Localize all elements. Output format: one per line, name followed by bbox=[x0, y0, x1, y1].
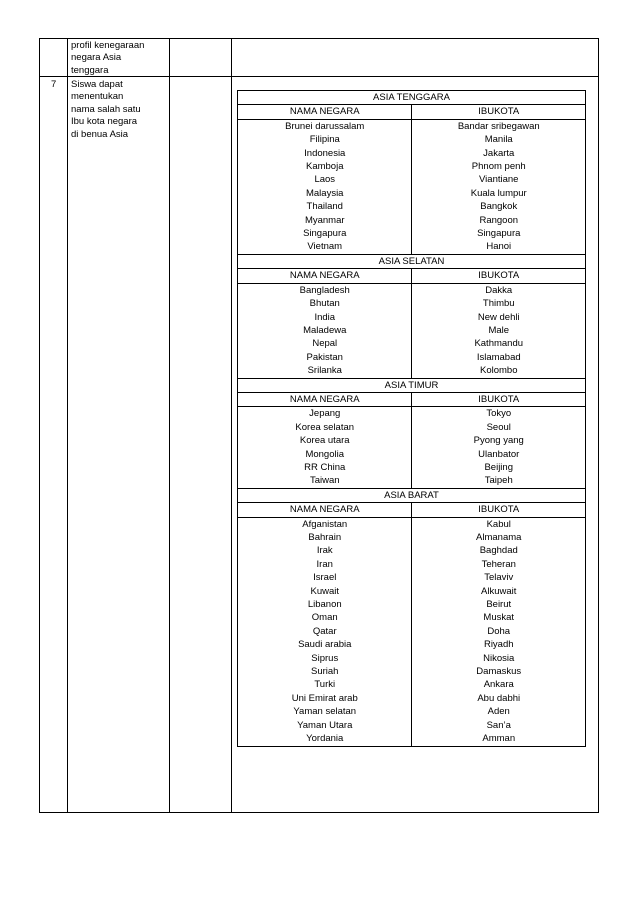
table-row bbox=[238, 531, 586, 544]
table-row bbox=[238, 283, 586, 297]
country-cell: Turki bbox=[238, 678, 412, 691]
capital-cell: Damaskus bbox=[412, 665, 586, 678]
capital-cell: Teheran bbox=[412, 558, 586, 571]
capital-cell: Ankara bbox=[412, 678, 586, 691]
table-row bbox=[238, 297, 586, 310]
table-row bbox=[238, 133, 586, 146]
table-row bbox=[238, 652, 586, 665]
capital-cell: Manila bbox=[412, 133, 586, 146]
table-row bbox=[238, 461, 586, 474]
country-cell: Irak bbox=[238, 544, 412, 557]
capital-cell: Aden bbox=[412, 705, 586, 718]
header-nama-negara: NAMA NEGARA bbox=[238, 105, 412, 119]
capital-cell: Bandar sribegawan bbox=[412, 119, 586, 133]
capital-cell: New dehli bbox=[412, 311, 586, 324]
column-header-row bbox=[238, 503, 586, 517]
capital-cell: Hanoi bbox=[412, 240, 586, 254]
row-description: Siswa dapat menentukan nama salah satu Ibu kota negara di benua Asia bbox=[71, 79, 141, 140]
country-cell: Singapura bbox=[238, 227, 412, 240]
header-ibukota: IBUKOTA bbox=[412, 105, 586, 119]
table-row bbox=[238, 448, 586, 461]
country-cell: Taiwan bbox=[238, 474, 412, 488]
table-row bbox=[238, 544, 586, 557]
capital-cell: Thimbu bbox=[412, 297, 586, 310]
capital-cell: Kolombo bbox=[412, 364, 586, 378]
country-cell: Oman bbox=[238, 611, 412, 624]
region-title-row bbox=[238, 91, 586, 105]
capital-cell: Muskat bbox=[412, 611, 586, 624]
capital-cell: Doha bbox=[412, 625, 586, 638]
table-row bbox=[238, 638, 586, 651]
table-row bbox=[238, 434, 586, 447]
capital-cell: Singapura bbox=[412, 227, 586, 240]
capital-cell: Almanama bbox=[412, 531, 586, 544]
country-cell: Saudi arabia bbox=[238, 638, 412, 651]
table-row bbox=[238, 119, 586, 133]
capital-cell: Seoul bbox=[412, 421, 586, 434]
region-title: ASIA BARAT bbox=[238, 488, 586, 502]
capital-cell: Male bbox=[412, 324, 586, 337]
table-row bbox=[238, 598, 586, 611]
capital-cell: Abu dabhi bbox=[412, 692, 586, 705]
header-ibukota: IBUKOTA bbox=[412, 269, 586, 283]
country-cell: Bahrain bbox=[238, 531, 412, 544]
country-cell: Yordania bbox=[238, 732, 412, 746]
country-cell: Myanmar bbox=[238, 214, 412, 227]
country-cell: Pakistan bbox=[238, 351, 412, 364]
table-row bbox=[238, 337, 586, 350]
capital-cell: Ulanbator bbox=[412, 448, 586, 461]
table-row bbox=[238, 173, 586, 186]
country-cell: Afganistan bbox=[238, 517, 412, 531]
capital-cell: Beijing bbox=[412, 461, 586, 474]
row-number: 7 bbox=[51, 79, 57, 90]
previous-row-description: profil kenegaraan negara Asia tenggara bbox=[71, 40, 145, 76]
table-row bbox=[238, 214, 586, 227]
header-ibukota: IBUKOTA bbox=[412, 392, 586, 406]
table-row bbox=[238, 705, 586, 718]
capital-cell: Beirut bbox=[412, 598, 586, 611]
country-cell: Uni Emirat arab bbox=[238, 692, 412, 705]
country-cell: Kuwait bbox=[238, 585, 412, 598]
table-row bbox=[238, 611, 586, 624]
table-row bbox=[238, 311, 586, 324]
capital-cell: Baghdad bbox=[412, 544, 586, 557]
country-cell: Korea selatan bbox=[238, 421, 412, 434]
country-cell: Filipina bbox=[238, 133, 412, 146]
table-row bbox=[238, 517, 586, 531]
table-row bbox=[238, 227, 586, 240]
capital-cell: Telaviv bbox=[412, 571, 586, 584]
table-row bbox=[238, 351, 586, 364]
capital-cell: Riyadh bbox=[412, 638, 586, 651]
region-title-row bbox=[238, 254, 586, 268]
country-cell: Laos bbox=[238, 173, 412, 186]
table-row bbox=[238, 571, 586, 584]
capital-cell: Kuala lumpur bbox=[412, 187, 586, 200]
region-title-row bbox=[238, 488, 586, 502]
country-cell: Yaman selatan bbox=[238, 705, 412, 718]
table-row bbox=[238, 200, 586, 213]
country-cell: Indonesia bbox=[238, 147, 412, 160]
region-title: ASIA SELATAN bbox=[238, 254, 586, 268]
country-cell: Suriah bbox=[238, 665, 412, 678]
column-divider bbox=[231, 39, 232, 812]
capital-cell: Dakka bbox=[412, 283, 586, 297]
main-table bbox=[39, 38, 599, 813]
column-header-row bbox=[238, 105, 586, 119]
capital-cell: Jakarta bbox=[412, 147, 586, 160]
table-row bbox=[238, 324, 586, 337]
country-cell: Mongolia bbox=[238, 448, 412, 461]
capital-cell: Alkuwait bbox=[412, 585, 586, 598]
table-row bbox=[238, 187, 586, 200]
table-row bbox=[238, 678, 586, 691]
column-header-row bbox=[238, 269, 586, 283]
country-cell: Kamboja bbox=[238, 160, 412, 173]
country-cell: Jepang bbox=[238, 407, 412, 421]
country-cell: Brunei darussalam bbox=[238, 119, 412, 133]
table-row bbox=[238, 558, 586, 571]
country-cell: Yaman Utara bbox=[238, 719, 412, 732]
table-row bbox=[238, 407, 586, 421]
capital-cell: San’a bbox=[412, 719, 586, 732]
capital-cell: Rangoon bbox=[412, 214, 586, 227]
country-cell: Thailand bbox=[238, 200, 412, 213]
country-cell: Siprus bbox=[238, 652, 412, 665]
country-cell: Israel bbox=[238, 571, 412, 584]
capital-cell: Pyong yang bbox=[412, 434, 586, 447]
capital-cell: Viantiane bbox=[412, 173, 586, 186]
header-nama-negara: NAMA NEGARA bbox=[238, 503, 412, 517]
country-cell: Maladewa bbox=[238, 324, 412, 337]
capital-cell: Phnom penh bbox=[412, 160, 586, 173]
table-row bbox=[238, 625, 586, 638]
table-row bbox=[238, 719, 586, 732]
country-cell: Iran bbox=[238, 558, 412, 571]
capital-cell: Bangkok bbox=[412, 200, 586, 213]
table-row bbox=[238, 160, 586, 173]
asia-capitals-table bbox=[237, 90, 586, 747]
header-nama-negara: NAMA NEGARA bbox=[238, 392, 412, 406]
column-divider bbox=[67, 39, 68, 812]
capital-cell: Kabul bbox=[412, 517, 586, 531]
country-cell: Bangladesh bbox=[238, 283, 412, 297]
country-cell: Malaysia bbox=[238, 187, 412, 200]
country-cell: Nepal bbox=[238, 337, 412, 350]
capital-cell: Amman bbox=[412, 732, 586, 746]
country-cell: RR China bbox=[238, 461, 412, 474]
capital-cell: Nikosia bbox=[412, 652, 586, 665]
table-row bbox=[238, 474, 586, 488]
country-cell: Korea utara bbox=[238, 434, 412, 447]
country-cell: Bhutan bbox=[238, 297, 412, 310]
capital-cell: Tokyo bbox=[412, 407, 586, 421]
region-title: ASIA TIMUR bbox=[238, 378, 586, 392]
table-row bbox=[238, 147, 586, 160]
table-row bbox=[238, 692, 586, 705]
capital-cell: Kathmandu bbox=[412, 337, 586, 350]
table-row bbox=[238, 732, 586, 746]
country-cell: Libanon bbox=[238, 598, 412, 611]
column-header-row bbox=[238, 392, 586, 406]
capital-cell: Islamabad bbox=[412, 351, 586, 364]
country-cell: Vietnam bbox=[238, 240, 412, 254]
country-cell: Qatar bbox=[238, 625, 412, 638]
table-row bbox=[238, 240, 586, 254]
table-row bbox=[238, 585, 586, 598]
capital-cell: Taipeh bbox=[412, 474, 586, 488]
region-title: ASIA TENGGARA bbox=[238, 91, 586, 105]
column-divider bbox=[169, 39, 170, 812]
table-row bbox=[238, 421, 586, 434]
header-nama-negara: NAMA NEGARA bbox=[238, 269, 412, 283]
country-cell: India bbox=[238, 311, 412, 324]
region-title-row bbox=[238, 378, 586, 392]
table-row bbox=[238, 364, 586, 378]
header-ibukota: IBUKOTA bbox=[412, 503, 586, 517]
country-cell: Srilanka bbox=[238, 364, 412, 378]
table-row bbox=[238, 665, 586, 678]
